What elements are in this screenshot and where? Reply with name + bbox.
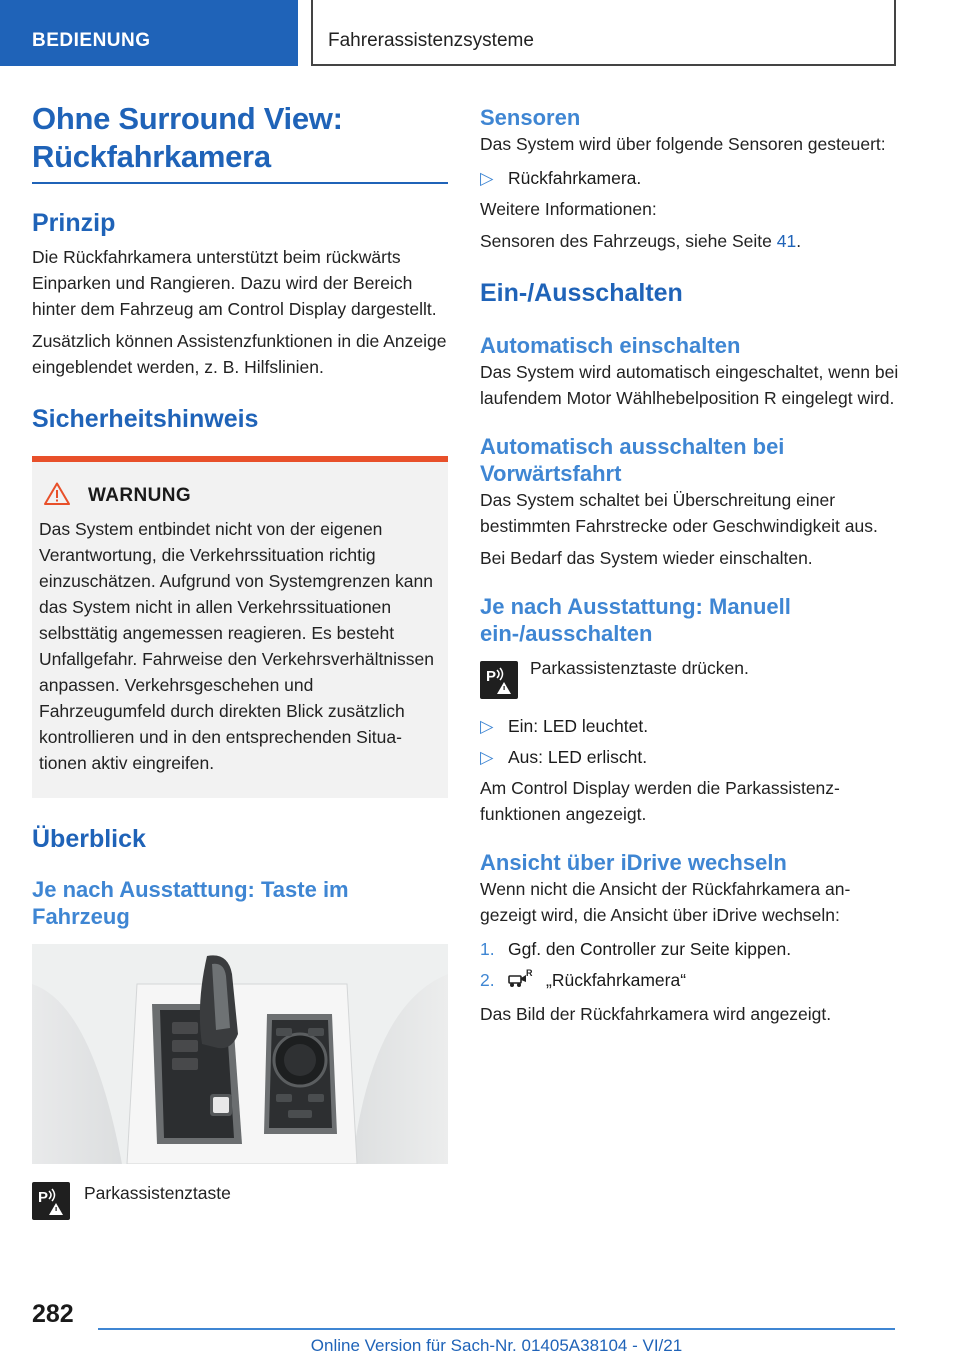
- auto-off-heading: Automatisch ausschalten bei Vorwärtsfahrt: [480, 434, 785, 486]
- manual-button-row: [480, 658, 900, 699]
- view-paragraph-2: Das Bild der Rückfahrkamera wird angezeigt.: [480, 1004, 832, 1024]
- view-paragraph: Wenn nicht die Ansicht der Rückfahrkamera angezeigt wird, die Ansicht über iDrive wechseln:: [480, 879, 851, 925]
- list-item: [480, 165, 900, 191]
- center-console-photo: [32, 944, 448, 1164]
- sensors-ref-end: .: [796, 231, 802, 251]
- page-number: 282: [32, 1300, 74, 1328]
- warning-triangle-icon: [44, 482, 70, 510]
- onoff-heading: Ein-/Ausschalten: [480, 279, 683, 307]
- warning-header: [39, 482, 441, 510]
- header-section-label: BEDIENUNG: [32, 30, 151, 51]
- header-section-tab: [0, 0, 298, 66]
- svg-text:R: R: [526, 968, 533, 978]
- triangle-bullet-icon: ▷: [480, 747, 494, 767]
- warning-box: [32, 456, 448, 798]
- warning-label: WARNUNG: [88, 485, 192, 506]
- sensors-ref-text: Sensoren des Fahrzeugs, siehe Seite: [480, 231, 777, 251]
- header-chapter-tab: [311, 0, 896, 66]
- auto-on-paragraph: Das System wird automatisch eingeschaltet, wenn bei laufendem Motor Wählhebelposition R eingelegt wird.: [480, 362, 899, 408]
- triangle-bullet-icon: ▷: [480, 168, 494, 188]
- parking-assist-icon: [480, 661, 518, 699]
- manual-heading: Je nach Ausstattung: Manuell ein-/ausschalten: [480, 594, 791, 646]
- auto-off-paragraph-1: Das System schaltet bei Überschreitung einer bestimmten Fahrstrecke oder Geschwindigkeit aus.: [480, 490, 878, 536]
- sensors-reference: [480, 228, 900, 254]
- button-heading: Je nach Ausstattung: Taste im Fahrzeug: [32, 877, 349, 929]
- footer-divider: [98, 1328, 895, 1330]
- svg-text:P: P: [486, 668, 497, 685]
- auto-off-paragraph-2: Bei Bedarf das System wieder einschalten.: [480, 548, 813, 568]
- safety-heading: Sicherheitshinweis: [32, 405, 259, 433]
- manual-item-off: Aus: LED erlischt.: [508, 747, 648, 767]
- manual-item-on: Ein: LED leuchtet.: [508, 716, 649, 736]
- list-item: [480, 713, 900, 739]
- prinzip-paragraph-2: Zusätzlich können Assistenzfunktionen in die Anzeige eingeblendet werden, z. B. Hilfslinien.: [32, 331, 447, 377]
- parking-button-caption: [32, 1182, 448, 1220]
- view-heading: Ansicht über iDrive wechseln: [480, 850, 787, 875]
- sensor-item-text: Rückfahrkamera.: [508, 168, 642, 188]
- parking-assist-icon: [32, 1182, 70, 1220]
- step-text: Ggf. den Controller zur Seite kippen.: [508, 939, 792, 959]
- list-item: [480, 744, 900, 770]
- auto-on-heading: Automatisch einschalten: [480, 333, 741, 358]
- prinzip-paragraph-1: Die Rückfahrkamera unterstützt beim rückwärts Einparken und Rangieren. Dazu wird der Bereich hinter dem Fahrzeug am Control Display dargestellt.: [32, 247, 437, 319]
- prinzip-heading: Prinzip: [32, 209, 116, 237]
- warning-text: Das System entbindet nicht von der eigenen Verantwortung, die Verkehrssituation richtig einzuschätzen. Aufgrund von Systemgrenzen kann das System nicht in allen Verkehrssituationen selbsttätig angemessen reagieren. Es besteht Unfallgefahr. Fahrweise den Verkehrsverhältnissen anpassen. Verkehrsgeschehen und Fahrzeugumfeld durch direkten Blick zusätzlich kontrollieren und in den entsprechenden Situationen aktiv eingreifen.: [39, 519, 434, 773]
- list-item: [480, 936, 900, 962]
- triangle-bullet-icon: ▷: [480, 716, 494, 736]
- manual-paragraph: Parkassistenztaste drücken.: [530, 658, 749, 678]
- right-column: [480, 104, 900, 1027]
- list-item: [480, 967, 900, 996]
- left-column: [32, 100, 448, 1220]
- manual-paragraph-2: Am Control Display werden die Parkassistenzfunktionen angezeigt.: [480, 778, 840, 824]
- step-number: 2.: [480, 970, 495, 990]
- page-title: Ohne Surround View: Rückfahrkamera: [32, 100, 448, 184]
- header-chapter-label: Fahrerassistenzsysteme: [328, 30, 534, 51]
- footer-text: Online Version für Sach-Nr. 01405A38104 - VI/21: [310, 1336, 683, 1355]
- more-info-label: Weitere Informationen:: [480, 199, 657, 219]
- sensors-paragraph: Das System wird über folgende Sensoren gesteuert:: [480, 134, 886, 154]
- step-text: „Rückfahrkamera“: [546, 970, 687, 990]
- overview-heading: Überblick: [32, 825, 146, 853]
- caption-text: Parkassistenztaste: [84, 1183, 231, 1203]
- step-number: 1.: [480, 939, 495, 959]
- svg-text:P: P: [38, 1189, 49, 1206]
- page-link[interactable]: 41: [776, 231, 797, 251]
- rear-camera-icon: [508, 967, 542, 996]
- manual-list: [480, 713, 900, 770]
- sensors-heading: Sensoren: [480, 105, 581, 130]
